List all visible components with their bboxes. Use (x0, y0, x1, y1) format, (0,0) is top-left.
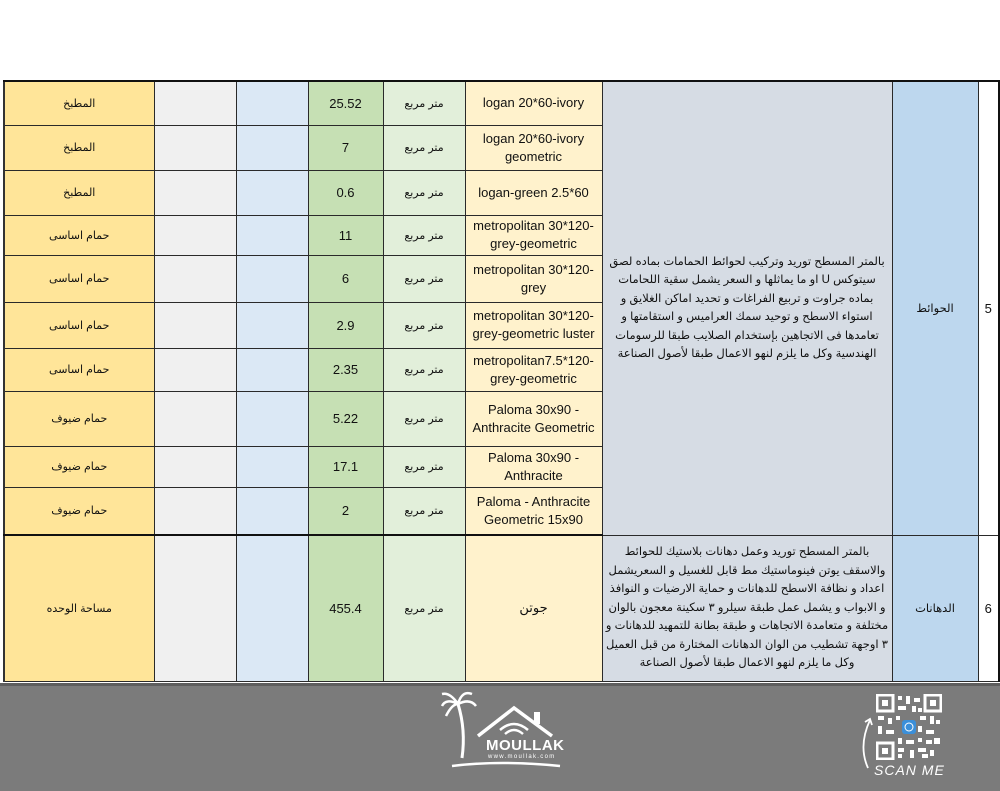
item-cell: logan 20*60-ivory (465, 81, 602, 125)
unit-cell: متر مربع (383, 391, 465, 446)
quantity-cell: 2.35 (308, 348, 383, 391)
description-cell: بالمتر المسطح توريد وتركيب لحوائط الحمامات بماده لصق سيتوكس U او ما يماثلها و السعر يشمل سقية اللحامات بماده جراوت و تربيع الفراغات و تحديد اماكن الغلايق و استواء الاسطح و توحيد سمك العراميس و استقامتها و تعامدها فى الاتجاهين بإستخدام الصلايب طبقا للرسومات الهندسية وكل ما يلزم لنهو الاعمال طبقا لأصول الصناعة (602, 81, 892, 535)
quantity-cell: 2 (308, 487, 383, 535)
item-cell: logan-green 2.5*60 (465, 170, 602, 215)
location-cell: حمام ضيوف (4, 446, 154, 487)
empty-cell (236, 302, 308, 348)
location-cell: حمام اساسى (4, 302, 154, 348)
quantity-cell: 25.52 (308, 81, 383, 125)
location-cell: حمام اساسى (4, 348, 154, 391)
quantity-cell: 17.1 (308, 446, 383, 487)
empty-cell (154, 391, 236, 446)
curved-arrow-icon (856, 716, 876, 770)
footer-bar (0, 683, 1000, 791)
location-cell: حمام ضيوف (4, 391, 154, 446)
item-cell: جوتن (465, 535, 602, 681)
scan-me-label: SCAN ME (874, 762, 945, 778)
empty-cell (236, 391, 308, 446)
unit-cell: متر مربع (383, 348, 465, 391)
item-cell: metropolitan 30*120-grey-geometric (465, 215, 602, 255)
location-cell: حمام ضيوف (4, 487, 154, 535)
item-number-cell: 5 (978, 81, 999, 535)
empty-cell (154, 302, 236, 348)
category-cell: الدهانات (892, 535, 978, 681)
empty-cell (154, 535, 236, 681)
unit-cell: متر مربع (383, 215, 465, 255)
empty-cell (236, 81, 308, 125)
quantity-cell: 6 (308, 255, 383, 302)
qr-code-icon[interactable] (876, 694, 942, 760)
quantity-cell: 5.22 (308, 391, 383, 446)
empty-cell (236, 348, 308, 391)
location-cell: حمام اساسى (4, 215, 154, 255)
unit-cell: متر مربع (383, 125, 465, 170)
unit-cell: متر مربع (383, 255, 465, 302)
item-cell: Paloma - Anthracite Geometric 15x90 (465, 487, 602, 535)
location-cell: المطبخ (4, 125, 154, 170)
category-cell: الحوائط (892, 81, 978, 535)
item-cell: logan 20*60-ivory geometric (465, 125, 602, 170)
unit-cell: متر مربع (383, 302, 465, 348)
empty-cell (154, 487, 236, 535)
empty-cell (154, 170, 236, 215)
item-cell: metropolitan 30*120-grey (465, 255, 602, 302)
unit-cell: متر مربع (383, 81, 465, 125)
brand-url[interactable]: www.moullak.com (488, 754, 556, 760)
quantity-cell: 455.4 (308, 535, 383, 681)
location-cell: المطبخ (4, 170, 154, 215)
empty-cell (154, 81, 236, 125)
empty-cell (236, 125, 308, 170)
empty-cell (236, 170, 308, 215)
quantity-cell: 0.6 (308, 170, 383, 215)
boq-sheet (0, 80, 1000, 683)
location-cell: حمام اساسى (4, 255, 154, 302)
empty-cell (236, 535, 308, 681)
quantity-cell: 7 (308, 125, 383, 170)
item-number-cell: 6 (978, 535, 999, 681)
empty-cell (236, 487, 308, 535)
unit-cell: متر مربع (383, 446, 465, 487)
empty-cell (236, 215, 308, 255)
empty-cell (154, 125, 236, 170)
table-row (4, 535, 999, 681)
unit-cell: متر مربع (383, 535, 465, 681)
description-cell: بالمتر المسطح توريد وعمل دهانات بلاستيك للحوائط والاسقف يوتن فينوماستيك مط قابل للغسيل و السعريشمل اعداد و نظافة الاسطح للدهانات و حماية الارضيات و النوافذ و الابواب و يشمل عمل طبقة سيلرو ٣ سكينة معجون بالوان مختلفة و متعامدة الاتجاهات و طبقة بطانة للتمهيد للدهانات و ٣ اوجهة تشطيب من الوان الدهانات المختارة من قبل العميل وكل ما يلزم لنهو الاعمال طبقا لأصول الصناعة (602, 535, 892, 681)
empty-cell (236, 446, 308, 487)
item-cell: metropolitan 30*120-grey-geometric luster (465, 302, 602, 348)
quantity-cell: 2.9 (308, 302, 383, 348)
empty-cell (154, 215, 236, 255)
quantity-cell: 11 (308, 215, 383, 255)
empty-cell (154, 446, 236, 487)
table-row (4, 81, 999, 125)
brand-name: MOULLAK (486, 737, 565, 754)
unit-cell: متر مربع (383, 487, 465, 535)
empty-cell (236, 255, 308, 302)
boq-table (3, 80, 1000, 682)
item-cell: metropolitan7.5*120-grey-geometric (465, 348, 602, 391)
location-cell: المطبخ (4, 81, 154, 125)
item-cell: Paloma 30x90 - Anthracite (465, 446, 602, 487)
unit-cell: متر مربع (383, 170, 465, 215)
empty-cell (154, 348, 236, 391)
moullak-logo (440, 690, 580, 770)
item-cell: Paloma 30x90 - Anthracite Geometric (465, 391, 602, 446)
location-cell: مساحة الوحده (4, 535, 154, 681)
empty-cell (154, 255, 236, 302)
